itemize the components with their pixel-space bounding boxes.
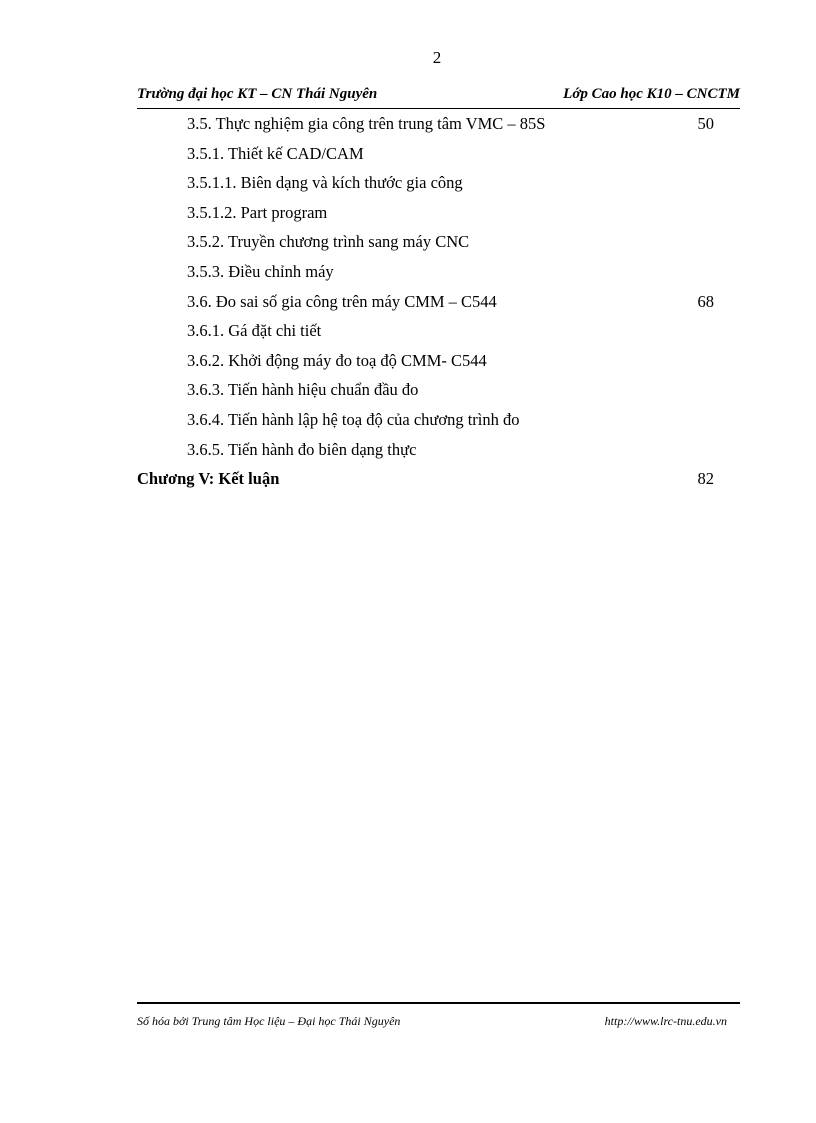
toc-entry-label: 3.6.4. Tiến hành lập hệ toạ độ của chương trình đo <box>187 409 520 429</box>
toc-entry-label: Chương V: Kết luận <box>137 469 280 489</box>
toc-entry <box>0 203 816 233</box>
toc-entry <box>0 292 816 322</box>
header-divider <box>137 108 740 109</box>
toc-entry-label: 3.5.1.1. Biên dạng và kích thước gia công <box>187 173 463 193</box>
toc-entry-label: 3.6.2. Khởi động máy đo toạ độ CMM- C544 <box>187 350 487 370</box>
toc-entry-label: 3.6.5. Tiến hành đo biên dạng thực <box>187 439 417 459</box>
toc-entry-page: 68 <box>697 291 714 311</box>
header-school: Trường đại học KT – CN Thái Nguyên <box>137 86 378 102</box>
header-class: Lớp Cao học K10 – CNCTM <box>563 86 740 102</box>
toc-entry <box>0 410 816 440</box>
toc-entry-label: 3.5.1. Thiết kế CAD/CAM <box>187 143 364 163</box>
toc-entry-label: 3.5.1.2. Part program <box>187 202 328 222</box>
toc-entry <box>0 380 816 410</box>
toc-entry <box>0 440 816 470</box>
footer-divider <box>137 1002 740 1004</box>
toc-entry <box>0 173 816 203</box>
table-of-contents <box>0 114 816 499</box>
toc-entry <box>0 262 816 292</box>
toc-entry-label: 3.6. Đo sai số gia công trên máy CMM – C544 <box>187 291 497 311</box>
toc-entry-label: 3.6.3. Tiến hành hiệu chuẩn đầu đo <box>187 380 419 400</box>
toc-entry-label: 3.5.3. Điều chỉnh máy <box>187 261 334 281</box>
toc-entry <box>0 351 816 381</box>
toc-chapter-entry <box>0 469 816 499</box>
page-number: 2 <box>432 48 442 67</box>
toc-entry-page: 50 <box>697 114 714 133</box>
toc-entry-label: 3.5.2. Truyền chương trình sang máy CNC <box>187 232 470 252</box>
footer-credit: Số hóa bởi Trung tâm Học liệu – Đại học Thái Nguyên <box>137 1014 401 1028</box>
footer-url: http://www.lrc-tnu.edu.vn <box>604 1014 727 1028</box>
toc-entry-label: 3.6.1. Gá đặt chi tiết <box>187 321 322 341</box>
toc-entry-page: 82 <box>697 469 714 489</box>
page-header <box>137 86 740 108</box>
toc-entry <box>0 144 816 174</box>
toc-entry <box>0 321 816 351</box>
toc-entry <box>0 114 816 144</box>
toc-entry-label: 3.5. Thực nghiệm gia công trên trung tâm VMC – 85S <box>187 114 546 133</box>
toc-entry <box>0 232 816 262</box>
